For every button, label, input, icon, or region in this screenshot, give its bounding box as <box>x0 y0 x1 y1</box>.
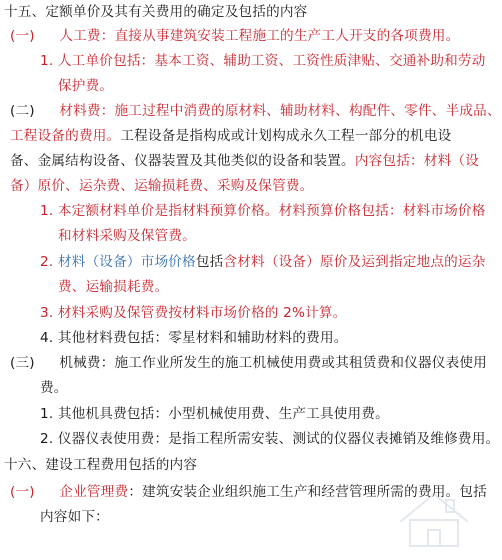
labor-point-1-text: 1. 人工单价包括：基本工资、辅助工资、工资性质津贴、交通补助和劳动 <box>40 53 486 69</box>
item-machinery-number: (三) <box>10 355 35 371</box>
item-material-text: 材料费：施工过程中消费的原材料、辅助材料、构配件、零件、半成品、 <box>59 103 501 119</box>
material-point-4 <box>40 328 348 348</box>
machinery-point-2-text: 2. 仪器仪表使用费：是指工程所需安装、测试的仪器仪表摊销及维修费用。 <box>40 431 500 447</box>
item-enterprise-red: 企业管理费 <box>59 484 129 500</box>
material-desc-2-dark: 备、金属结构设备、仪器装置及其他类似的设备和装置。 <box>10 153 355 169</box>
item-machinery-cont <box>40 378 68 398</box>
material-point-4-text: 4. 其他材料费包括：零星材料和辅助材料的费用。 <box>40 330 348 346</box>
material-desc-red: 工程设备的费用。 <box>10 128 121 144</box>
material-point-3-text: 3. 材料采购及保管费按材料市场价格的 2%计算。 <box>40 305 347 321</box>
item-enterprise-dark: ：建筑安装企业组织施工生产和经营管理所需的费用。包括 <box>128 484 487 500</box>
material-desc-line-3 <box>10 176 313 196</box>
item-machinery-cost <box>10 353 487 373</box>
material-desc-dark: 工程设备是指构成或计划构成永久工程一部分的机电设 <box>120 128 452 144</box>
item-material-number: (二) <box>10 103 35 119</box>
item-labor-text: 人工费：直接从事建筑安装工程施工的生产工人开支的各项费用。 <box>59 28 460 44</box>
labor-point-1-cont <box>58 76 113 96</box>
material-point-2-number: 2. <box>40 254 54 270</box>
item-labor-number: (一) <box>10 28 35 44</box>
material-point-3 <box>40 303 346 323</box>
heading-15 <box>4 2 307 22</box>
material-point-2-blue: 材料（设备）市场价格 <box>57 254 196 270</box>
heading-16 <box>4 455 197 475</box>
item-machinery-cont-text: 费。 <box>40 380 68 396</box>
material-point-2-red: 含材料（设备）原价及运到指定地点的运杂 <box>223 254 486 270</box>
machinery-point-2 <box>40 429 499 449</box>
labor-point-1-cont-text: 保护费。 <box>58 78 114 94</box>
material-point-1-text: 1. 本定额材料单价是指材料预算价格。材料预算价格包括：材料市场价格 <box>40 203 486 219</box>
material-point-2-cont-text: 费、运输损耗费。 <box>58 279 169 295</box>
heading-15-text: 十五、定额单价及其有关费用的确定及包括的内容 <box>4 4 308 20</box>
material-desc-2-red: 内容包括：材料（设 <box>354 153 479 169</box>
item-machinery-text: 机械费：施工作业所发生的施工机械使用费或其租赁费和仪器仪表使用 <box>59 355 487 371</box>
heading-16-text: 十六、建设工程费用包括的内容 <box>4 457 198 473</box>
material-point-2-cont <box>58 277 168 297</box>
material-desc-3-text: 备）原价、运杂费、运输损耗费、采购及保管费。 <box>10 178 314 194</box>
item-enterprise-number: (一) <box>10 484 35 500</box>
material-point-1 <box>40 201 486 221</box>
material-point-1-cont <box>58 226 196 246</box>
item-labor-cost <box>10 26 459 46</box>
material-desc-line-2 <box>10 151 479 171</box>
item-enterprise-cont-text: 内容如下： <box>40 509 109 525</box>
item-material-cost <box>10 101 501 121</box>
item-enterprise-mgmt <box>10 482 487 502</box>
machinery-point-1 <box>40 404 389 424</box>
material-point-2-dark: 包括 <box>195 254 224 270</box>
labor-point-1 <box>40 51 486 71</box>
material-desc-line-1 <box>10 126 451 146</box>
item-enterprise-cont <box>40 507 109 527</box>
material-point-2 <box>40 252 486 272</box>
material-point-1-cont-text: 和材料采购及保管费。 <box>58 228 196 244</box>
machinery-point-1-text: 1. 其他机具费包括：小型机械使用费、生产工具使用费。 <box>40 406 389 422</box>
